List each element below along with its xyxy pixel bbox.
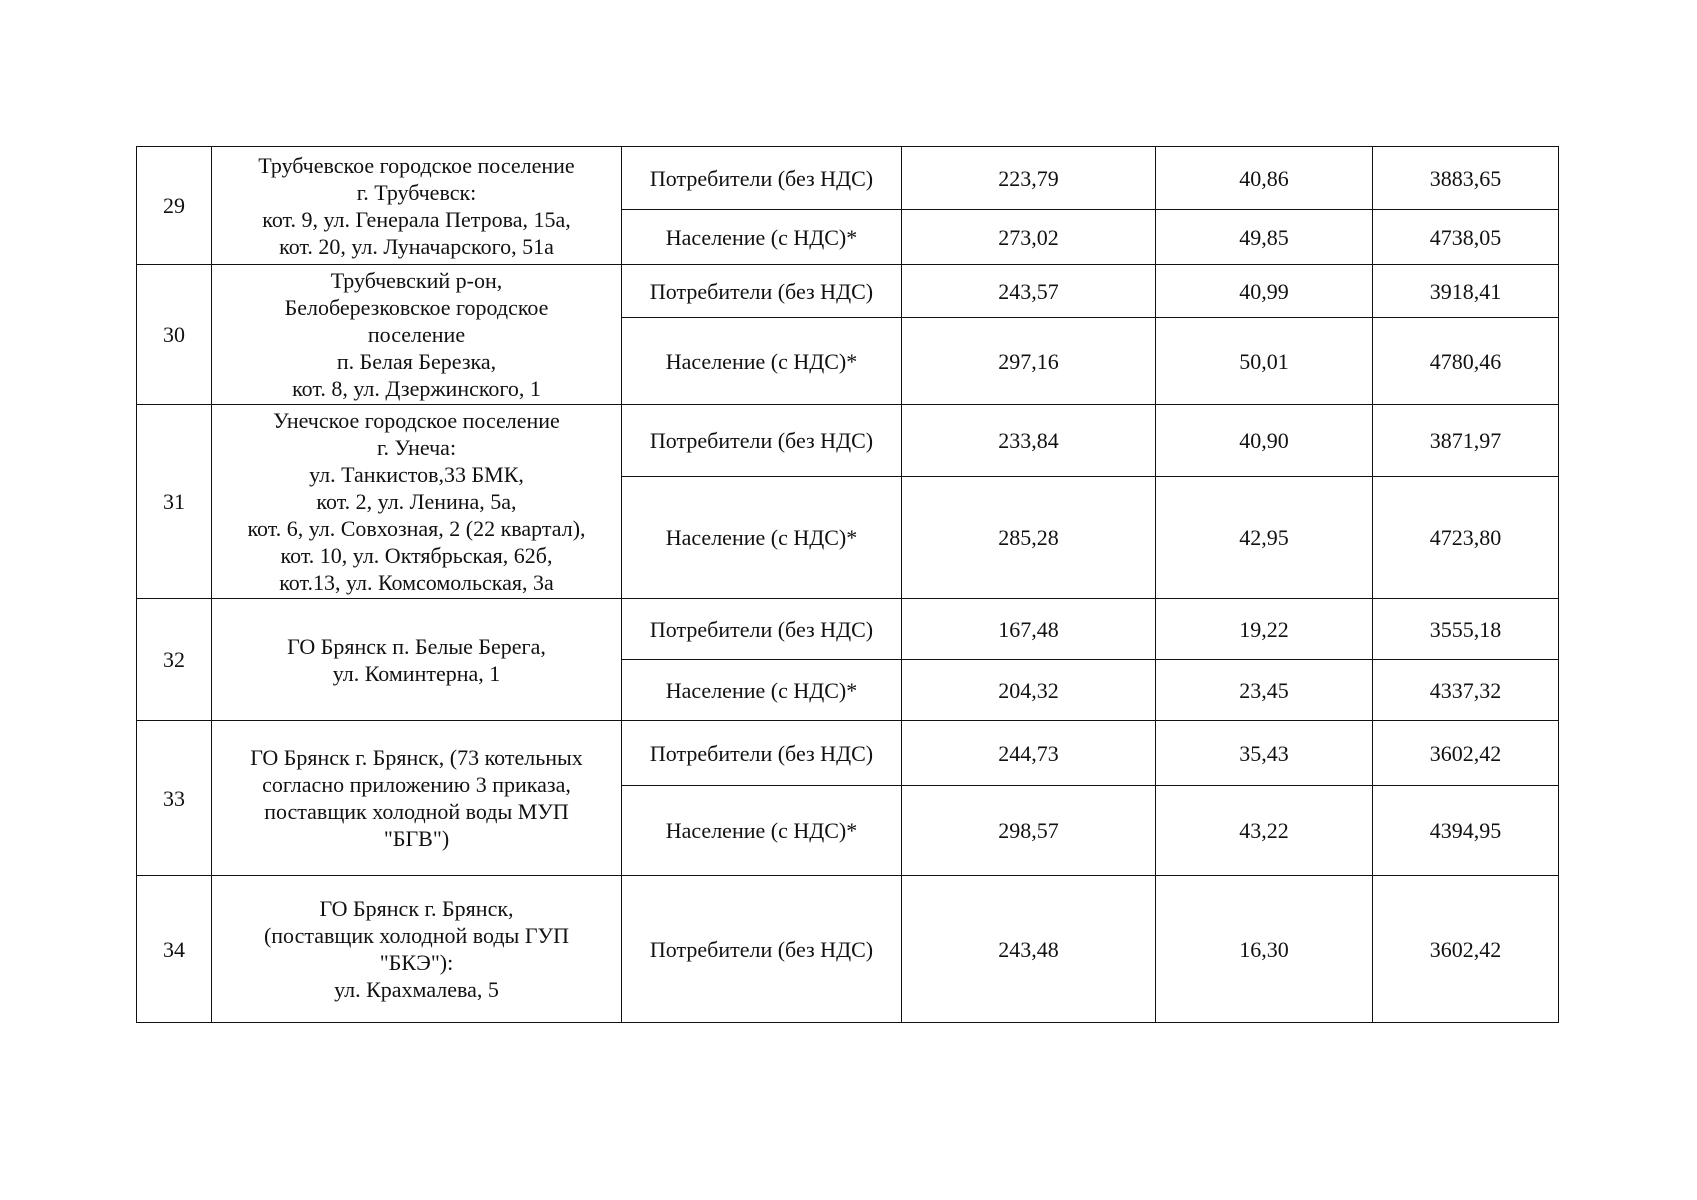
table-row [137,265,1559,318]
consumer-category: Население (с НДС)* [622,477,902,599]
tariff-value-1: 243,48 [902,876,1156,1023]
row-number: 30 [137,265,212,405]
address-line: Унечское городское поселение [273,408,560,433]
tariff-value-1: 204,32 [902,660,1156,721]
address-line: ул. Крахмалева, 5 [334,977,499,1002]
consumer-category: Потребители (без НДС) [622,876,902,1023]
address-line: кот. 2, ул. Ленина, 5а, [316,489,517,514]
tariff-value-2: 40,99 [1156,265,1373,318]
tariff-value-1: 285,28 [902,477,1156,599]
address-line: кот. 6, ул. Совхозная, 2 (22 квартал), [247,516,586,541]
tariff-value-1: 244,73 [902,721,1156,786]
tariff-value-3: 3555,18 [1373,599,1559,660]
address-line: кот. 10, ул. Октябрьская, 62б, [280,543,553,568]
address-line: согласно приложению 3 приказа, [262,772,571,797]
address-line: кот. 9, ул. Генерала Петрова, 15а, [262,206,571,232]
tariff-value-3: 4780,46 [1373,318,1559,405]
tariff-value-3: 4394,95 [1373,786,1559,876]
tariff-value-2: 40,86 [1156,147,1373,210]
consumer-category: Потребители (без НДС) [622,405,902,477]
consumer-category: Потребители (без НДС) [622,265,902,318]
consumer-category: Потребители (без НДС) [622,721,902,786]
tariff-value-2: 16,30 [1156,876,1373,1023]
address-line: кот.13, ул. Комсомольская, 3а [279,570,554,595]
address-line: Белоберезковское городское [284,295,549,320]
tariff-value-1: 297,16 [902,318,1156,405]
tariff-value-1: 167,48 [902,599,1156,660]
consumer-category: Население (с НДС)* [622,786,902,876]
address-line: Трубчевский р-он, [330,268,503,293]
address-line: "БКЭ"): [379,950,454,975]
consumer-category: Население (с НДС)* [622,660,902,721]
address-cell [212,876,622,1023]
table-row [137,405,1559,477]
tariff-value-3: 4738,05 [1373,210,1559,265]
table-row [137,876,1559,1023]
row-number: 33 [137,721,212,876]
tariff-value-3: 4723,80 [1373,477,1559,599]
tariff-value-3: 3883,65 [1373,147,1559,210]
address-cell [212,599,622,721]
address-line: Трубчевское городское поселение [258,152,575,178]
tariff-value-2: 23,45 [1156,660,1373,721]
tariff-value-2: 42,95 [1156,477,1373,599]
address-line: "БГВ") [383,826,450,851]
address-line: г. Трубчевск: [356,179,477,205]
tariff-value-3: 3871,97 [1373,405,1559,477]
tariff-value-3: 4337,32 [1373,660,1559,721]
tariff-value-2: 49,85 [1156,210,1373,265]
table-row [137,599,1559,660]
address-line: кот. 20, ул. Луначарского, 51а [279,233,554,259]
address-line: ГО Брянск п. Белые Берега, [287,633,546,659]
address-line: ГО Брянск г. Брянск, (73 котельных [250,745,583,770]
tariff-value-2: 35,43 [1156,721,1373,786]
address-cell [212,405,622,599]
tariff-value-2: 40,90 [1156,405,1373,477]
address-line: ул. Танкистов,33 БМК, [309,462,524,487]
tariff-value-3: 3918,41 [1373,265,1559,318]
address-line: поставщик холодной воды МУП [264,799,569,824]
tariff-value-2: 50,01 [1156,318,1373,405]
address-line: п. Белая Березка, [336,349,497,374]
consumer-category: Потребители (без НДС) [622,147,902,210]
address-line: ГО Брянск г. Брянск, [319,896,514,921]
table-row [137,147,1559,210]
consumer-category: Население (с НДС)* [622,210,902,265]
consumer-category: Потребители (без НДС) [622,599,902,660]
tariff-value-1: 223,79 [902,147,1156,210]
address-line: ул. Коминтерна, 1 [332,660,501,686]
address-cell [212,147,622,265]
table-row [137,721,1559,786]
address-line: г. Унеча: [376,435,457,460]
row-number: 29 [137,147,212,265]
tariff-value-1: 298,57 [902,786,1156,876]
tariff-value-1: 233,84 [902,405,1156,477]
address-line: поселение [367,322,466,347]
tariff-value-2: 19,22 [1156,599,1373,660]
address-line: (поставщик холодной воды ГУП [263,923,570,948]
tariff-value-3: 3602,42 [1373,721,1559,786]
address-cell [212,721,622,876]
tariff-table [136,146,1559,1023]
address-line: кот. 8, ул. Дзержинского, 1 [292,376,541,401]
tariff-value-1: 273,02 [902,210,1156,265]
consumer-category: Население (с НДС)* [622,318,902,405]
address-cell [212,265,622,405]
tariff-table-body [137,147,1559,1023]
tariff-value-3: 3602,42 [1373,876,1559,1023]
row-number: 32 [137,599,212,721]
tariff-value-1: 243,57 [902,265,1156,318]
tariff-value-2: 43,22 [1156,786,1373,876]
row-number: 34 [137,876,212,1023]
row-number: 31 [137,405,212,599]
